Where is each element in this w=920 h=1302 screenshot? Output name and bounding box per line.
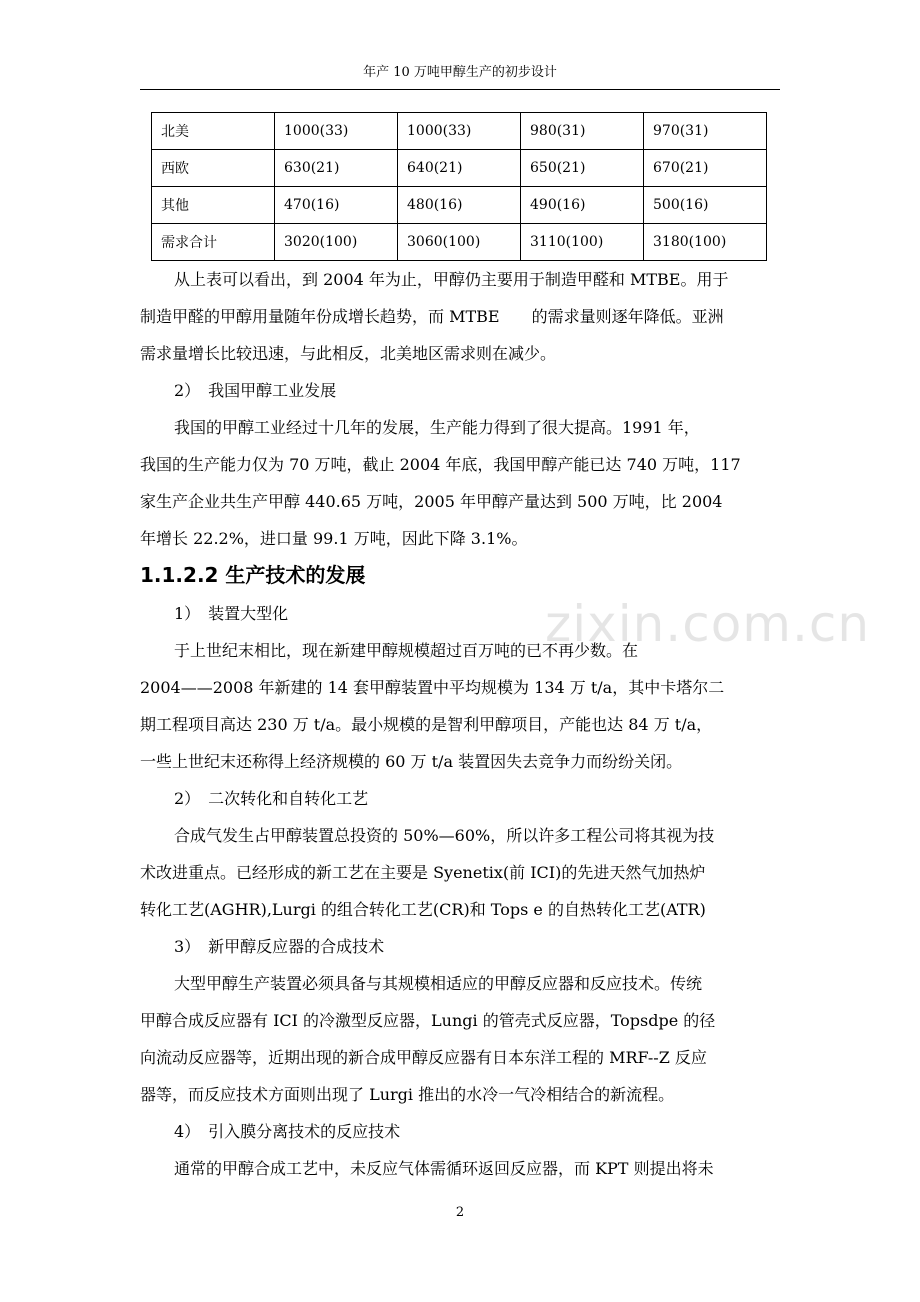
row-label: 需求合计 [152, 224, 275, 261]
page-number: 2 [455, 1205, 465, 1220]
text-line: 向流动反应器等，近期出现的新合成甲醇反应器有日本东洋工程的 MRF--Z 反应 [140, 1048, 707, 1067]
table-cell: 970(31) [644, 113, 767, 150]
row-label: 北美 [152, 113, 275, 150]
text-line: 甲醇合成反应器有 ICI 的冷激型反应器，Lungi 的管壳式反应器，Topsdpe 的径 [140, 1011, 716, 1030]
section-technology-text [140, 595, 780, 1187]
table-row [152, 187, 767, 224]
text-line: 2004——2008 年新建的 14 套甲醇装置中平均规模为 134 万 t/a，其中卡塔尔二 [140, 678, 725, 697]
table-cell: 500(16) [644, 187, 767, 224]
text-line: 器等，而反应技术方面则出现了 Lurgi 推出的水冷一气冷相结合的新流程。 [140, 1085, 675, 1104]
text-line: 制造甲醛的甲醇用量随年份成增长趋势，而 MTBE 的需求量则逐年降低。亚洲 [140, 307, 724, 326]
text-line: 转化工艺(AGHR),Lurgi 的组合转化工艺(CR)和 Tops e 的自热转化工艺(ATR) [140, 900, 706, 919]
table-cell: 650(21) [521, 150, 644, 187]
row-label: 其他 [152, 187, 275, 224]
text-line: 我国的甲醇工业经过十几年的发展，生产能力得到了很大提高。1991 年， [174, 418, 700, 437]
demand-table [151, 112, 767, 261]
table-cell: 670(21) [644, 150, 767, 187]
table-row [152, 224, 767, 261]
list-item-title: 2） 二次转化和自转化工艺 [174, 789, 369, 808]
text-line: 期工程项目高达 230 万 t/a。最小规模的是智利甲醇项目，产能也达 84 万 t/a， [140, 715, 713, 734]
watermark: zixin.com.cn [545, 595, 871, 653]
table-cell: 3020(100) [275, 224, 398, 261]
text-line: 需求量增长比较迅速，与此相反，北美地区需求则在减少。 [140, 344, 557, 363]
table-row [152, 113, 767, 150]
table-cell: 1000(33) [398, 113, 521, 150]
list-item-title: 4） 引入膜分离技术的反应技术 [174, 1122, 401, 1141]
text-line: 家生产企业共生产甲醇 440.65 万吨，2005 年甲醇产量达到 500 万吨，比 2004 [140, 492, 723, 511]
table-cell: 480(16) [398, 187, 521, 224]
list-item-title: 1） 装置大型化 [174, 604, 289, 623]
table-cell: 630(21) [275, 150, 398, 187]
list-item-title: 3） 新甲醇反应器的合成技术 [174, 937, 385, 956]
page-header: 年产 10 万吨甲醇生产的初步设计 [363, 65, 557, 80]
table-cell: 980(31) [521, 113, 644, 150]
table-cell: 1000(33) [275, 113, 398, 150]
text-line: 通常的甲醇合成工艺中，未反应气体需循环返回反应器，而 KPT 则提出将未 [174, 1159, 714, 1178]
table-row [152, 150, 767, 187]
text-line: 年增长 22.2%，进口量 99.1 万吨，因此下降 3.1%。 [140, 529, 528, 548]
text-line: 大型甲醇生产装置必须具备与其规模相适应的甲醇反应器和反应技术。传统 [174, 974, 703, 993]
text-line: 术改进重点。已经形成的新工艺在主要是 Syenetix(前 ICI)的先进天然气加热炉 [140, 863, 706, 882]
section-heading: 1.1.2.2 生产技术的发展 [140, 563, 366, 587]
table-cell: 3060(100) [398, 224, 521, 261]
text-line: 一些上世纪末还称得上经济规模的 60 万 t/a 装置因失去竞争力而纷纷关闭。 [140, 752, 683, 771]
text-line: 从上表可以看出，到 2004 年为止，甲醇仍主要用于制造甲醛和 MTBE。用于 [174, 270, 729, 289]
list-item-title: 2） 我国甲醇工业发展 [174, 381, 337, 400]
text-line: 我国的生产能力仅为 70 万吨，截止 2004 年底，我国甲醇产能已达 740 万吨，117 [140, 455, 741, 474]
section-market-text [140, 261, 780, 557]
text-line: 于上世纪末相比，现在新建甲醇规模超过百万吨的已不再少数。在 [174, 641, 639, 660]
table-cell: 3110(100) [521, 224, 644, 261]
table-cell: 490(16) [521, 187, 644, 224]
header-rule [140, 89, 780, 90]
table-cell: 470(16) [275, 187, 398, 224]
table-cell: 640(21) [398, 150, 521, 187]
text-line: 合成气发生占甲醇装置总投资的 50%—60%，所以许多工程公司将其视为技 [174, 826, 715, 845]
table-cell: 3180(100) [644, 224, 767, 261]
row-label: 西欧 [152, 150, 275, 187]
